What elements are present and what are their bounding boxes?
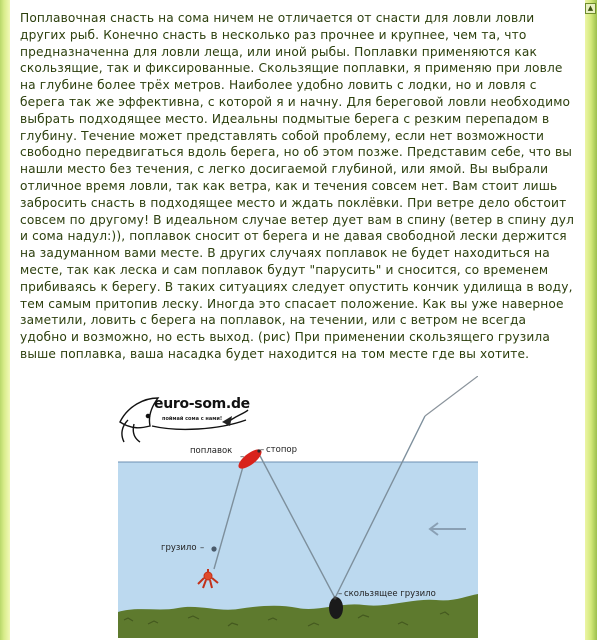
scroll-up-arrow-icon[interactable]: ▲ bbox=[585, 3, 596, 14]
float-label: поплавок bbox=[190, 446, 233, 456]
logo-name: euro-som.de bbox=[154, 396, 250, 412]
sliding-sinker-icon bbox=[329, 597, 343, 619]
sinker-icon bbox=[211, 546, 216, 551]
sinker-label: грузило bbox=[161, 543, 197, 553]
rod-tip bbox=[425, 376, 478, 416]
swivel-icon bbox=[333, 596, 336, 599]
sliding-sinker-label: скользящее грузило bbox=[344, 589, 436, 599]
left-page-border bbox=[0, 0, 10, 640]
logo-tagline: поймай сома с нами! bbox=[162, 416, 223, 422]
stopper-label: стопор bbox=[266, 445, 297, 455]
article-text: Поплавочная снасть на сома ничем не отличается от снасти для ловли ловли других рыб. Конечно снасть в несколько раз прочнее и крупнее, чем та, что предназначенна для ловли леща, или иной рыбы. Поплавки применяются как скользящие, так и фиксированные. Скользящие поплавки, я применяю при ловле на глубине более трёх метров. Наиболее удобно ловить с лодки, но и ловля с берега так же эффективна, с которой я и начну. Для береговой ловли необходимо выбрать подходящее место. Идеальны подмытые берега с резким перепадом в глубину. Течение может представлять собой проблему, если нет возможности свободно передвигаться вдоль берега, но об этом позже. Представим себе, что вы нашли место без течения, с легко досигаемой глубиной, или ямой. Вы выбрали отличное время ловли, так как ветра, как и течения совсем нет. Вам стоит лишь забросить снасть в подходящее место и ждать поклёвки. При ветре дело обстоит совсем по другому! В идеальном случае ветер дует вам в спину (ветер в спину дул и сома надул:)), поплавок сносит от берега и не давая свободной лески держится на задуманном вами месте. В других случаях поплавок не будет находиться на месте, так как леска и сам поплавок будут "парусить" и сносится, со временем прибиваясь к берегу. В таких ситуациях следует опустить кончик удилища в воду, тем самым притопив леску. Иногда это спасает положение. Как вы уже наверное заметили, ловить с берега на поплавок, на течении, или с ветром не всегда удобно и возможно, но есть выход. (рис) При применении скользящего грузила выше поплавка, ваша насадка будет находится на том месте где вы хотите. bbox=[20, 11, 575, 361]
fishing-rig-diagram bbox=[118, 376, 478, 638]
sliding-sinker-label-dash: – bbox=[338, 589, 343, 599]
scrollbar[interactable] bbox=[585, 0, 597, 640]
float-label-dash: – bbox=[240, 452, 245, 462]
stopper-label-dash: – bbox=[260, 445, 265, 455]
sinker-label-dash: – bbox=[200, 543, 205, 553]
